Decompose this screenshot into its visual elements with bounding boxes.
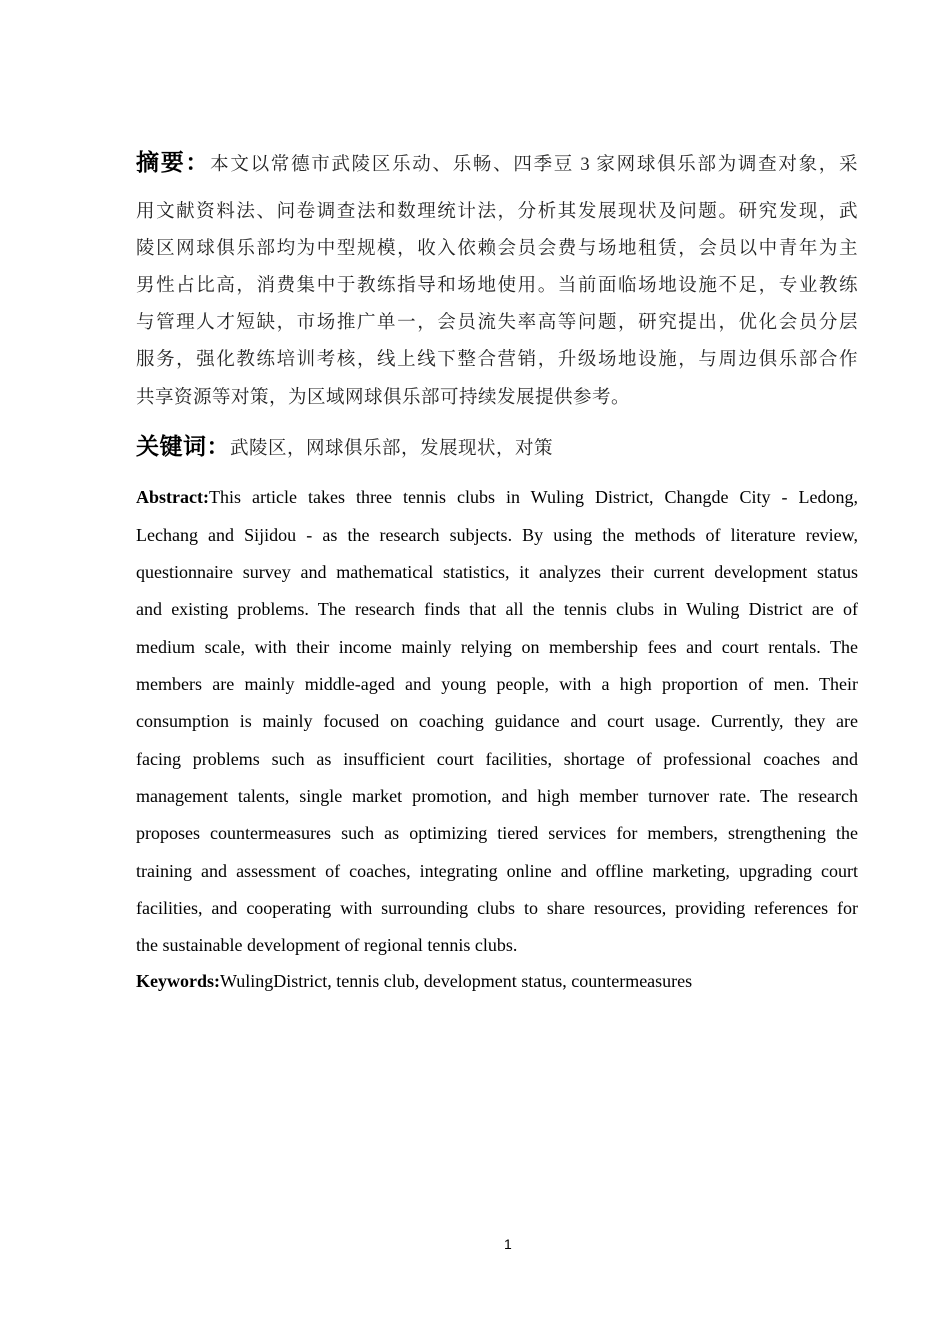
abstract-zh-text: 本文以常德市武陵区乐动、乐畅、四季豆 3 家网球俱乐部为调查对象，采 [210,155,859,175]
abstract-en-line: proposes countermeasures such as optimizing tiered services for members, strengthening the [136,823,858,843]
abstract-en-line: consumption is mainly focused on coaching guidance and court usage. Currently, they are [136,711,858,731]
abstract-en-heading: Abstract: [136,487,209,507]
keywords-zh-heading: 关键词： [136,434,230,460]
abstract-zh-line: 服务，强化教练培训考核，线上线下整合营销，升级场地设施，与周边俱乐部合作 [136,350,858,370]
abstract-en-line: facilities, and cooperating with surrounding clubs to share resources, providing references for [136,898,858,918]
abstract-en-text: This article takes three tennis clubs in Wuling District, Changde City - Ledong, [208,487,858,507]
abstract-zh-line: 男性占比高，消费集中于教练指导和场地使用。当前面临场地设施不足，专业教练 [136,276,858,296]
abstract-en-line: management talents, single market promotion, and high member turnover rate. The research [136,786,858,806]
abstract-en-line: questionnaire survey and mathematical statistics, it analyzes their current development status [136,562,858,582]
abstract-en-line [136,486,858,508]
abstract-en-line: training and assessment of coaches, integrating online and offline marketing, upgrading court [136,861,858,881]
keywords-en-text: WulingDistrict, tennis club, development status, countermeasures [220,971,693,991]
abstract-zh-line: 用文献资料法、问卷调查法和数理统计法，分析其发展现状及问题。研究发现，武 [136,202,858,222]
abstract-en-line: facing problems such as insufficient court facilities, shortage of professional coaches and [136,749,858,769]
page-number: 1 [504,1236,512,1252]
abstract-zh-line [136,152,858,176]
abstract-en-line: and existing problems. The research finds that all the tennis clubs in Wuling District are of [136,599,858,619]
abstract-en-line: medium scale, with their income mainly relying on membership fees and court rentals. The [136,637,858,657]
abstract-zh-line: 陵区网球俱乐部均为中型规模，收入依赖会员会费与场地租赁，会员以中青年为主 [136,239,858,259]
abstract-zh-heading: 摘要： [136,150,211,176]
abstract-zh-line: 与管理人才短缺，市场推广单一，会员流失率高等问题，研究提出，优化会员分层 [136,313,858,333]
abstract-en-line: members are mainly middle-aged and young people, with a high proportion of men. Their [136,674,858,694]
abstract-en-line: Lechang and Sijidou - as the research subjects. By using the methods of literature review, [136,525,858,545]
abstract-zh-line: 共享资源等对策，为区域网球俱乐部可持续发展提供参考。 [136,388,631,408]
keywords-zh-text: 武陵区，网球俱乐部，发展现状，对策 [230,439,554,459]
abstract-en-line: the sustainable development of regional tennis clubs. [136,935,518,955]
keywords-en [136,970,858,992]
keywords-en-heading: Keywords: [136,971,220,991]
keywords-zh [136,436,858,460]
